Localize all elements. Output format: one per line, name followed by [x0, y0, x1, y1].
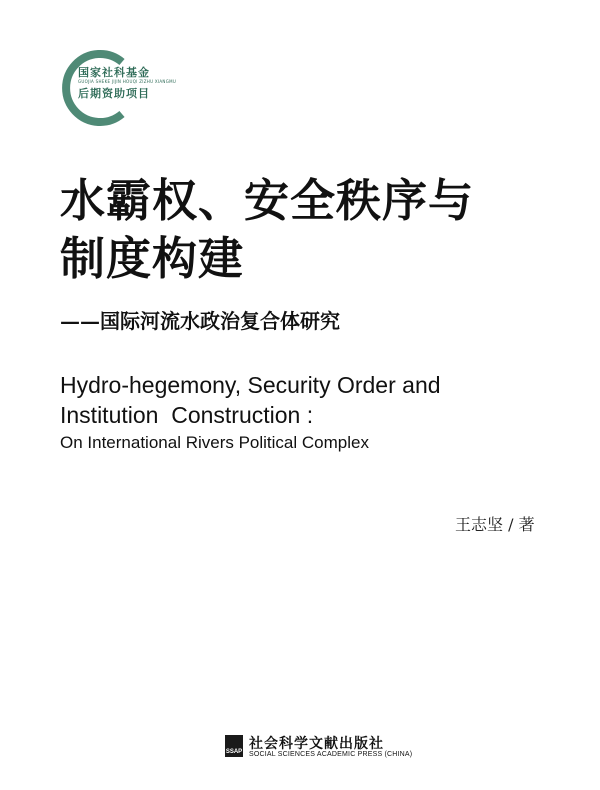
ssap-logo-text: SSAP: [225, 749, 243, 755]
publisher-name-english: SOCIAL SCIENCES ACADEMIC PRESS (CHINA): [249, 751, 413, 758]
author: 王志坚 / 著: [455, 515, 535, 534]
title-english-line-3: On International Rivers Political Complex: [60, 433, 369, 452]
title-chinese: [60, 172, 580, 288]
title-english-line-2: Institution Construction :: [60, 402, 314, 428]
title-english: [60, 370, 590, 456]
title-english-line-1: Hydro-hegemony, Security Order and: [60, 372, 441, 398]
funding-emblem: [50, 48, 177, 128]
title-chinese-line-2: 制度构建: [60, 232, 245, 285]
publisher-name-chinese: 社会科学文献出版社: [249, 736, 384, 752]
emblem-line-1: 国家社科基金: [78, 66, 150, 79]
emblem-line-3: 后期资助项目: [78, 87, 150, 100]
emblem-line-2: GUOJIA SHEKE JIJIN HOUQI ZIZHU XIANGMU: [78, 79, 177, 84]
subtitle-chinese: ——国际河流水政治复合体研究: [60, 309, 340, 333]
title-chinese-line-1: 水霸权、安全秩序与: [60, 174, 475, 227]
ssap-logo-icon: [225, 735, 243, 757]
